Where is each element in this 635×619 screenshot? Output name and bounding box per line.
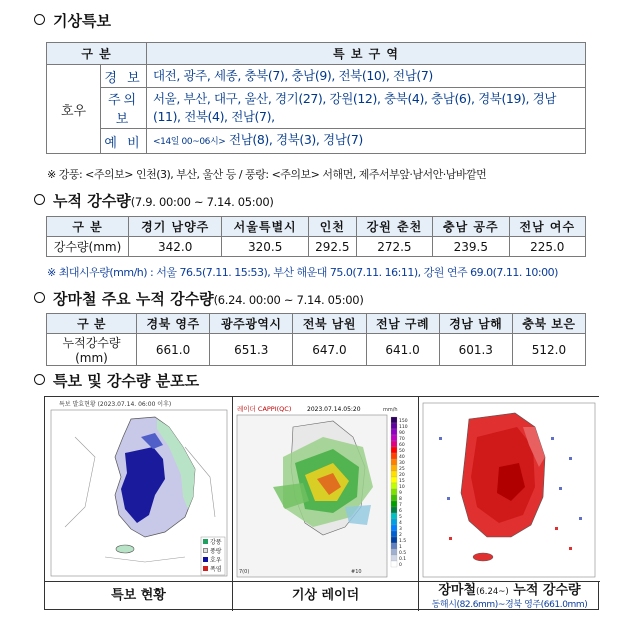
radar-time: 2023.07.14.05:20 (307, 406, 361, 413)
radar-scale-swatch (391, 519, 397, 525)
warning-map-legend (203, 538, 222, 574)
monsoon-col-header: 전남 구례 (366, 314, 439, 334)
radar-scale-swatch (391, 543, 397, 549)
section-title-rainfall: 누적 강수량(7.9. 00:00 ~ 7.14. 05:00) (34, 190, 274, 211)
warning-status-map (45, 397, 233, 581)
warning-table (46, 42, 586, 154)
rainfall-col-header: 경기 남양주 (129, 217, 222, 237)
radar-scale-swatch (391, 441, 397, 447)
preliminary-areas: 전남(8), 경북(3), 경남(7) (229, 132, 363, 147)
radar-scale-swatch (391, 495, 397, 501)
radar-scale-label: 60 (399, 443, 405, 448)
rainfall-value: 292.5 (308, 237, 356, 257)
radar-scale-swatch (391, 423, 397, 429)
radar-scale-label: 0.5 (399, 551, 407, 556)
warning-level: 주의보 (101, 88, 147, 129)
radar-scale-label: 0 (399, 563, 402, 568)
radar-scale-swatch (391, 453, 397, 459)
radar-scale-label: 3 (399, 527, 402, 532)
radar-footer-left: 7(0) (239, 569, 250, 575)
warning-areas: 대전, 광주, 세종, 충북(7), 충남(9), 전북(10), 전남(7) (147, 65, 586, 88)
legend-item: 호우 (203, 556, 222, 565)
caption-radar: 기상 레이더 (233, 581, 419, 611)
rainfall-col-header: 인천 (308, 217, 356, 237)
section-title-warnings: 기상특보 (34, 10, 111, 31)
rainfall-value: 239.5 (433, 237, 509, 257)
radar-scale-label: 40 (399, 455, 405, 460)
radar-scale-swatch (391, 465, 397, 471)
circle-bullet-icon (34, 14, 45, 25)
radar-scale-swatch (391, 435, 397, 441)
rainfall-value: 320.5 (222, 237, 308, 257)
legend-item: 폭염 (203, 565, 222, 574)
rainfall-table (46, 216, 586, 257)
warning-type: 호우 (47, 65, 101, 154)
rainfall-col-header: 전남 여수 (509, 217, 585, 237)
warning-areas-preliminary (147, 129, 586, 154)
radar-scale-swatch (391, 477, 397, 483)
radar-scale-swatch (391, 549, 397, 555)
monsoon-value: 647.0 (293, 334, 366, 366)
radar-scale-label: 1.5 (399, 539, 407, 544)
radar-scale-label: 20 (399, 473, 405, 478)
monsoon-header-label: 구 분 (47, 314, 137, 334)
radar-title: 레이더 CAPPI(QC) (237, 405, 292, 413)
radar-scale-swatch (391, 429, 397, 435)
radar-scale-swatch (391, 531, 397, 537)
radar-scale-label: 10 (399, 485, 405, 490)
monsoon-value: 512.0 (512, 334, 585, 366)
radar-scale-label: 50 (399, 449, 405, 454)
warning-level: 예 비 (101, 129, 147, 154)
caption-monsoon: 장마철(6.24~) 누적 강수량 동해시(82.6mm)~경북 영주(661.0mm) (419, 581, 600, 611)
rainfall-col-header: 강원 춘천 (356, 217, 432, 237)
rainfall-row-label: 강수량(mm) (47, 237, 129, 257)
radar-scale-label: 70 (399, 437, 405, 442)
section-title-maps: 특보 및 강수량 분포도 (34, 370, 199, 391)
radar-scale-label: 1 (399, 545, 402, 550)
section-title-monsoon: 장마철 주요 누적 강수량(6.24. 00:00 ~ 7.14. 05:00) (34, 288, 364, 309)
radar-scale-label: 110 (399, 425, 408, 430)
radar-scale-label: 6 (399, 509, 402, 514)
radar-scale-label: 7 (399, 503, 402, 508)
rainfall-value: 342.0 (129, 237, 222, 257)
warning-note: ※ 강풍: <주의보> 인천(3), 부산, 울산 등 / 풍랑: <주의보> 서해먼, 제주서부앞·남서안·남바깥먼 (47, 168, 487, 181)
radar-scale-label: 5 (399, 515, 402, 520)
radar-scale-swatch (391, 417, 397, 423)
rainfall-value: 272.5 (356, 237, 432, 257)
monsoon-value: 651.3 (210, 334, 293, 366)
circle-bullet-icon (34, 194, 45, 205)
circle-bullet-icon (34, 374, 45, 385)
rainfall-header-label: 구 분 (47, 217, 129, 237)
radar-scale-label: 90 (399, 431, 405, 436)
radar-scale-label: 8 (399, 497, 402, 502)
radar-unit: mm/h (383, 407, 398, 413)
radar-scale-label: 0.1 (399, 557, 407, 562)
preliminary-time: <14일 00~06시> (153, 137, 226, 147)
radar-scale-swatch (391, 513, 397, 519)
warning-areas: 서울, 부산, 대구, 울산, 경기(27), 강원(12), 충북(4), 충남(6), 경북(19), 경남(11), 전북(4), 전남(7), (147, 88, 586, 129)
caption-warning-status: 특보 현황 (45, 581, 233, 611)
radar-map-svg (233, 397, 419, 581)
warning-header-division: 구 분 (47, 43, 147, 65)
monsoon-table (46, 313, 586, 366)
rainfall-col-header: 충남 공주 (433, 217, 509, 237)
radar-scale-swatch (391, 483, 397, 489)
radar-scale-swatch (391, 525, 397, 531)
warning-level: 경 보 (101, 65, 147, 88)
warning-map-title: 특보 발효현황 (2023.07.14. 06:00 이후) (59, 401, 172, 408)
radar-scale-swatch (391, 447, 397, 453)
radar-scale-swatch (391, 459, 397, 465)
rainfall-value: 225.0 (509, 237, 585, 257)
radar-scale-label: 15 (399, 479, 405, 484)
radar-scale-swatch (391, 501, 397, 507)
radar-scale-label: 30 (399, 461, 405, 466)
caption-monsoon-range: 동해시(82.6mm)~경북 영주(661.0mm) (431, 600, 588, 610)
radar-scale-label: 4 (399, 521, 402, 526)
monsoon-col-header: 광주광역시 (210, 314, 293, 334)
monsoon-value: 661.0 (137, 334, 210, 366)
radar-scale-label: 150 (399, 419, 408, 424)
warning-header-area: 특 보 구 역 (147, 43, 586, 65)
radar-scale-label: 9 (399, 491, 402, 496)
monsoon-col-header: 전북 남원 (293, 314, 366, 334)
map-panels (44, 396, 599, 610)
radar-scale-swatch (391, 555, 397, 561)
monsoon-col-header: 충북 보은 (512, 314, 585, 334)
circle-bullet-icon (34, 292, 45, 303)
monsoon-row-label: 누적강수량(mm) (47, 334, 137, 366)
radar-scale-swatch (391, 507, 397, 513)
radar-scale-swatch (391, 561, 397, 567)
monsoon-map-svg (419, 397, 600, 581)
radar-footer-right: #10 (351, 569, 362, 575)
max-hourly-rain-note: ※ 최대시우량(mm/h) : 서울 76.5(7.11. 15:53), 부산 해운대 75.0(7.11. 16:11), 강원 연주 69.0(7.11. 10:00) (47, 266, 558, 279)
legend-item: 풍랑 (203, 547, 222, 556)
monsoon-accumulation-map (419, 397, 600, 581)
radar-color-scale (391, 417, 408, 568)
radar-scale-swatch (391, 537, 397, 543)
radar-scale-label: 25 (399, 467, 405, 472)
monsoon-col-header: 경남 남해 (439, 314, 512, 334)
radar-map (233, 397, 419, 581)
rainfall-col-header: 서울특별시 (222, 217, 308, 237)
monsoon-value: 641.0 (366, 334, 439, 366)
radar-scale-label: 2 (399, 533, 402, 538)
radar-scale-swatch (391, 471, 397, 477)
radar-scale-swatch (391, 489, 397, 495)
legend-item: 강풍 (203, 538, 222, 547)
monsoon-col-header: 경북 영주 (137, 314, 210, 334)
monsoon-value: 601.3 (439, 334, 512, 366)
